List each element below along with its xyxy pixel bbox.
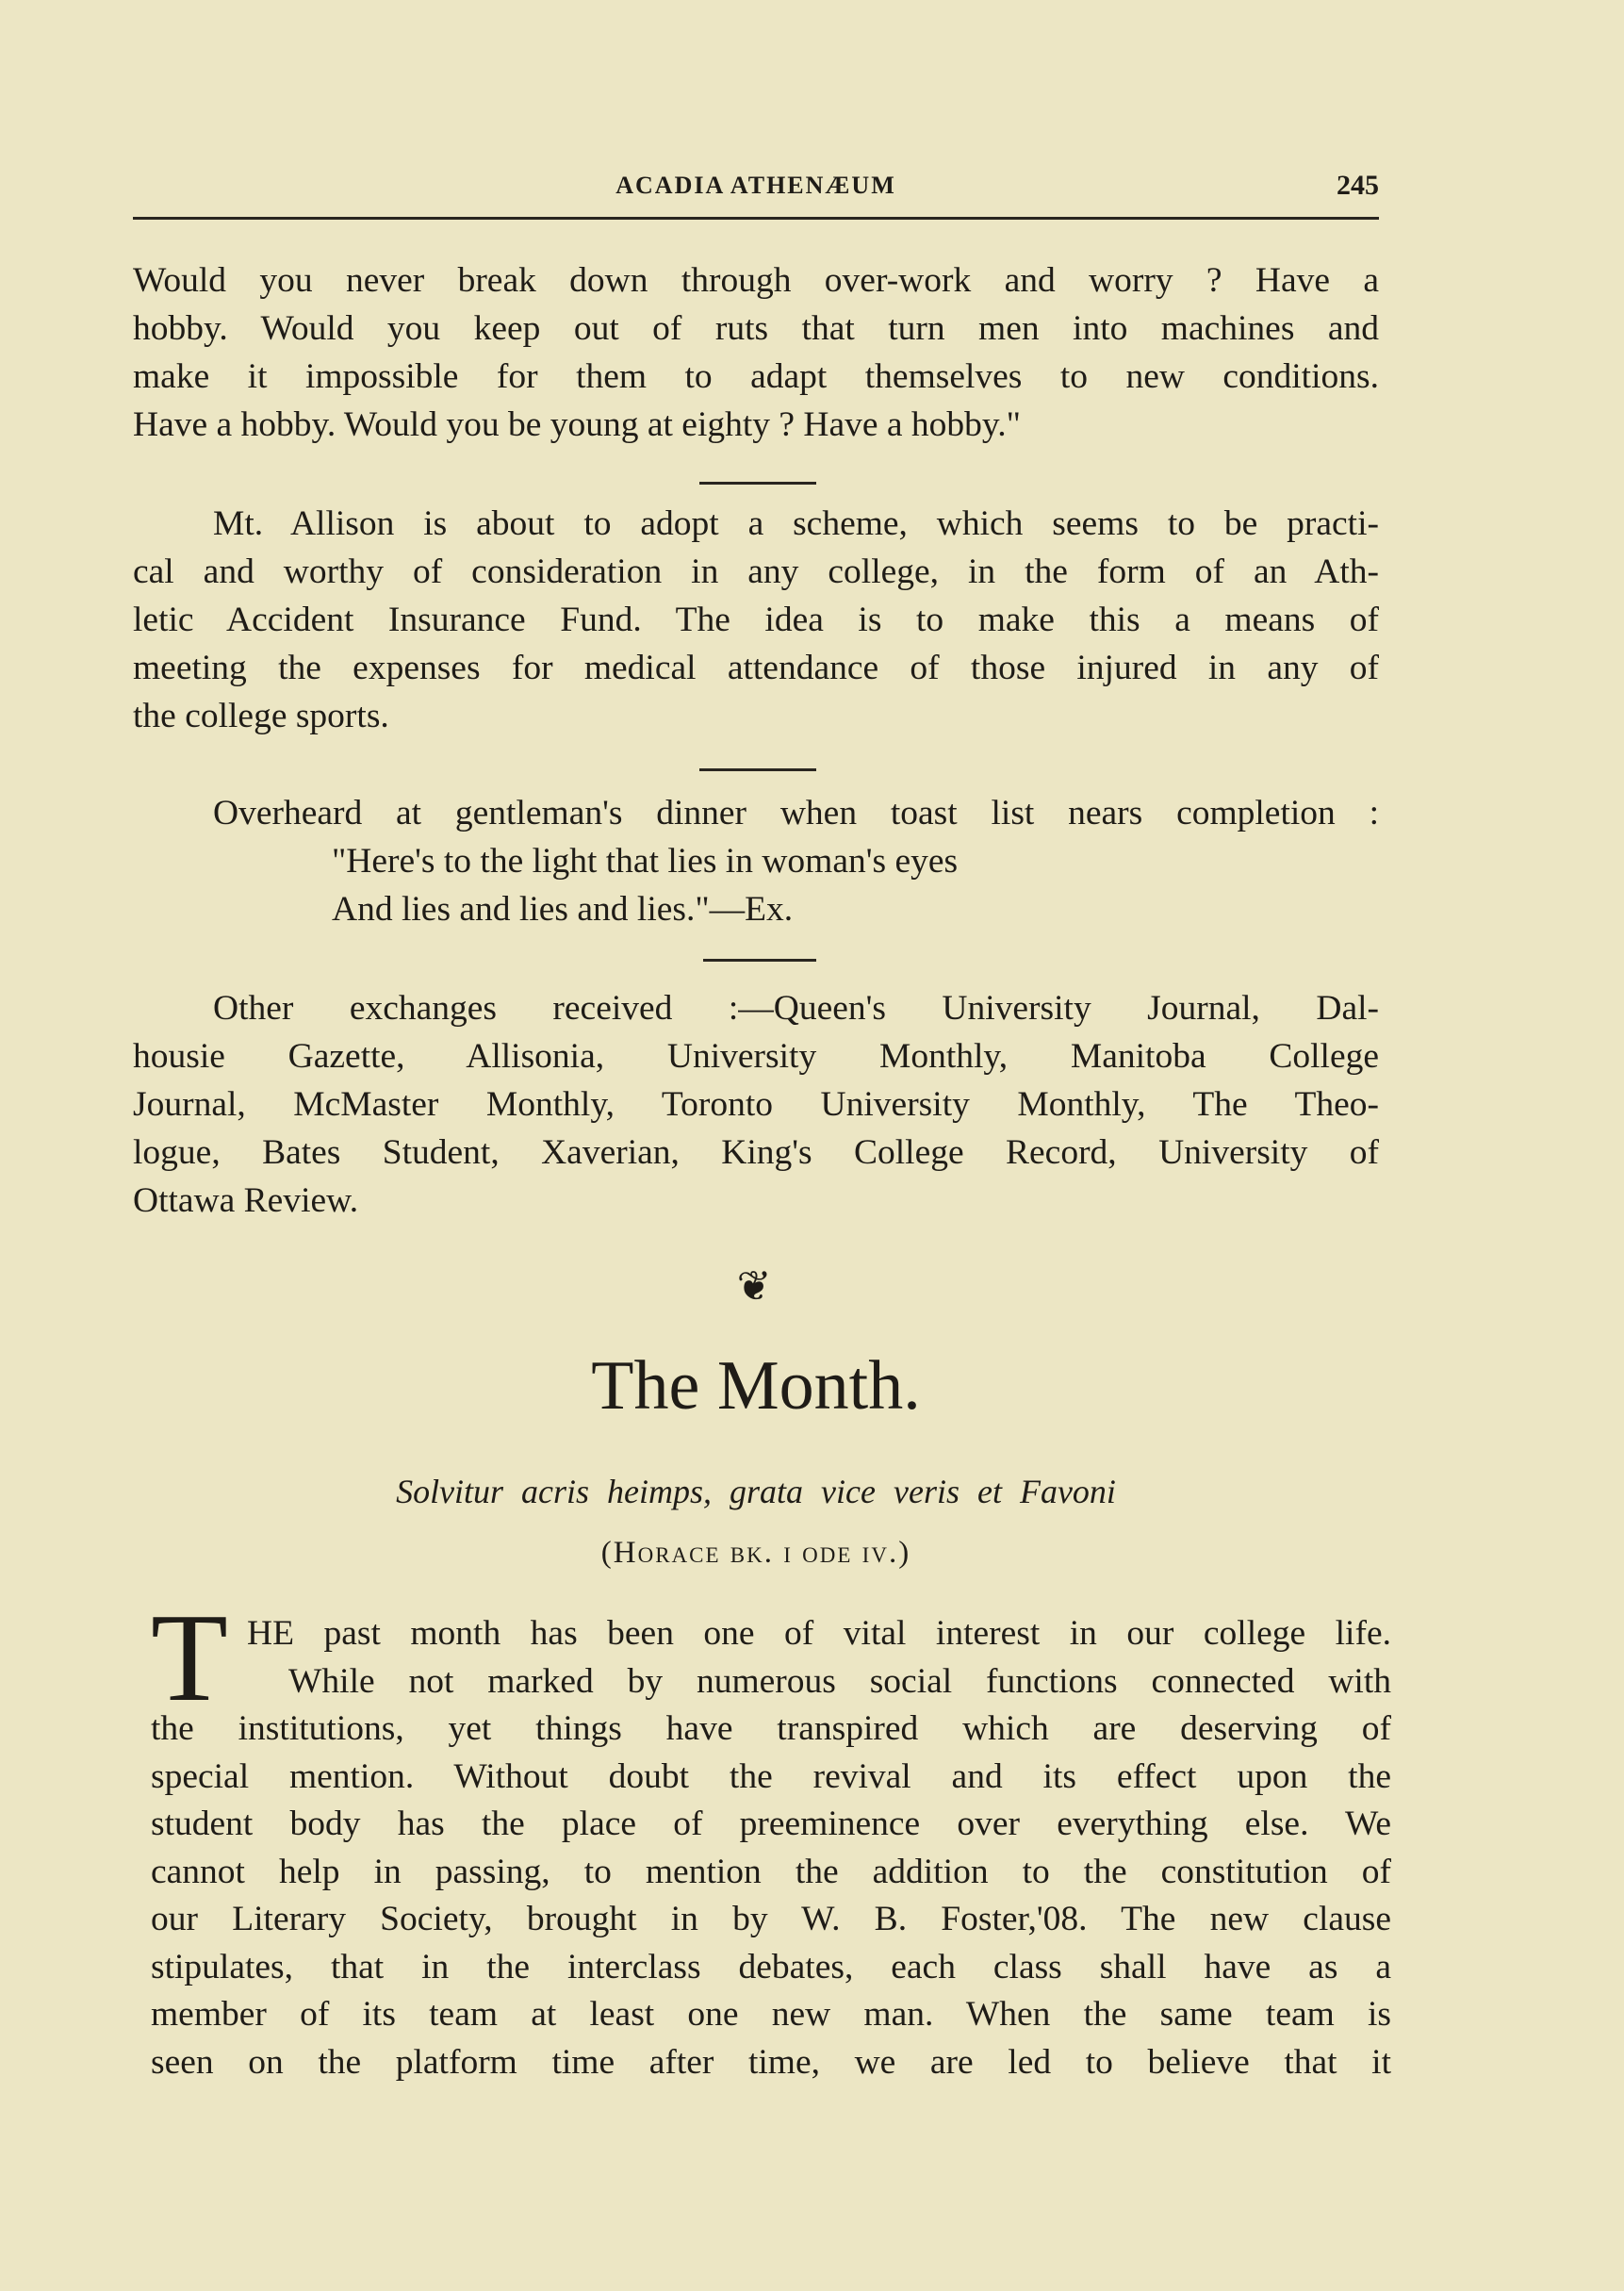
section-divider (703, 959, 816, 962)
toast-verse (332, 837, 1274, 933)
text-line: our Literary Society, brought in by W. B. Foster,'08. The new clause (151, 1900, 1391, 1938)
text-line: the college sports. (133, 697, 389, 735)
text-line: Mt. Allison is about to adopt a scheme, which seems to be practi- (213, 504, 1379, 543)
paragraph-mt-allison (133, 500, 1379, 740)
text-line: member of its team at least one new man. When the same team is (151, 1995, 1391, 2034)
epigraph-attribution: (Horace bk. i ode iv.) (600, 1536, 911, 1570)
page-number: 245 (1337, 170, 1379, 201)
text-line: cal and worthy of consideration in any college, in the form of an Ath- (133, 552, 1379, 591)
text-line: Journal, McMaster Monthly, Toronto University Monthly, The Theo- (133, 1085, 1379, 1124)
section-title: The Month. (591, 1347, 921, 1425)
text-line: seen on the platform time after time, we are led to believe that it (151, 2042, 1391, 2082)
running-header (133, 168, 1379, 206)
epigraph: Solvitur acris heimps, grata vice veris et Favoni (396, 1473, 1116, 1510)
verse-line: "Here's to the light that lies in woman's eyes (332, 842, 959, 881)
paragraph-hobby (133, 256, 1379, 449)
text-line: special mention. Without doubt the revival and its effect upon the (151, 1756, 1391, 1796)
text-line: While not marked by numerous social functions connected with (288, 1661, 1391, 1701)
text-line: the institutions, yet things have transpired which are deserving of (151, 1709, 1391, 1748)
text-line: HE past month has been one of vital interest in our college life. (247, 1614, 1391, 1653)
text-line: hobby. Would you keep out of ruts that turn men into machines and (133, 309, 1379, 348)
drop-cap: T (151, 1588, 228, 1727)
text-line: cannot help in passing, to mention the addition to the constitution of (151, 1852, 1391, 1891)
text-line: logue, Bates Student, Xaverian, King's College Record, University of (133, 1133, 1379, 1172)
section-divider (699, 768, 816, 771)
text-line: stipulates, that in the interclass debates, each class shall have as a (151, 1947, 1391, 1986)
verse-line: And lies and lies and lies."—Ex. (332, 890, 794, 929)
paragraph-overheard (133, 789, 1379, 837)
text-line: Ottawa Review. (133, 1181, 359, 1220)
text-line: Have a hobby. Would you be young at eighty ? Have a hobby." (133, 405, 1021, 444)
text-line: student body has the place of preeminence over everything else. We (151, 1805, 1391, 1843)
text-line: Overheard at gentleman's dinner when toast list nears completion : (213, 794, 1379, 832)
section-divider (699, 482, 816, 485)
month-article-body (151, 1588, 1391, 2086)
text-line: meeting the expenses for medical attendance of those injured in any of (133, 649, 1379, 687)
paragraph-exchanges (133, 984, 1379, 1225)
journal-title: ACADIA ATHENÆUM (615, 172, 896, 199)
header-rule (133, 217, 1379, 220)
text-line: housie Gazette, Allisonia, University Monthly, Manitoba College (133, 1037, 1379, 1076)
fleuron-ornament-icon: ❦ (736, 1262, 772, 1310)
text-line: Other exchanges received :—Queen's University Journal, Dal- (213, 989, 1379, 1028)
text-line: Would you never break down through over-work and worry ? Have a (133, 261, 1379, 300)
text-line: letic Accident Insurance Fund. The idea is to make this a means of (133, 601, 1379, 639)
text-line: make it impossible for them to adapt themselves to new conditions. (133, 357, 1379, 396)
